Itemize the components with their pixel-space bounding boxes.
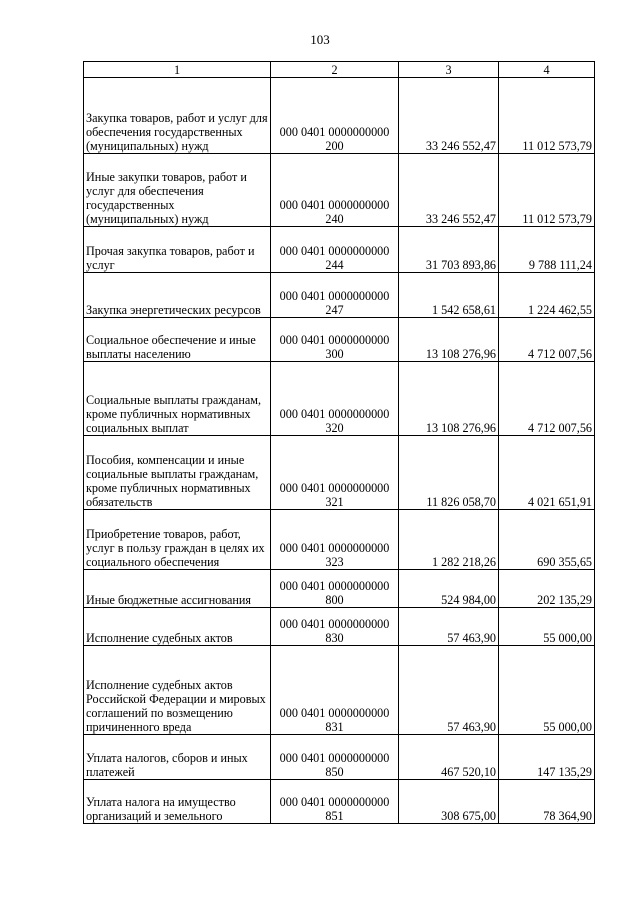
row-value-col3: 1 282 218,26 <box>399 510 499 570</box>
row-name: Прочая закупка товаров, работ и услуг <box>84 227 271 273</box>
column-header-3: 3 <box>399 62 499 78</box>
row-value-col4: 78 364,90 <box>499 780 595 824</box>
row-name: Уплата налогов, сборов и иных платежей <box>84 735 271 780</box>
table-row <box>84 436 595 510</box>
row-code: 000 0401 0000000000 244 <box>271 227 399 273</box>
row-name: Пособия, компенсации и иные социальные выплаты гражданам, кроме публичных нормативных обязательств <box>84 436 271 510</box>
row-value-col4: 55 000,00 <box>499 646 595 735</box>
row-name: Приобретение товаров, работ, услуг в пользу граждан в целях их социального обеспечения <box>84 510 271 570</box>
row-code: 000 0401 0000000000 851 <box>271 780 399 824</box>
row-value-col4: 4 712 007,56 <box>499 318 595 362</box>
row-value-col3: 524 984,00 <box>399 570 499 608</box>
row-value-col4: 55 000,00 <box>499 608 595 646</box>
table-row <box>84 570 595 608</box>
row-name: Социальные выплаты гражданам, кроме публичных нормативных социальных выплат <box>84 362 271 436</box>
row-value-col4: 11 012 573,79 <box>499 154 595 227</box>
row-name: Иные закупки товаров, работ и услуг для обеспечения государственных (муниципальных) нужд <box>84 154 271 227</box>
row-name: Иные бюджетные ассигнования <box>84 570 271 608</box>
row-value-col4: 147 135,29 <box>499 735 595 780</box>
row-code: 000 0401 0000000000 323 <box>271 510 399 570</box>
table-row <box>84 362 595 436</box>
row-value-col3: 57 463,90 <box>399 608 499 646</box>
row-name: Закупка энергетических ресурсов <box>84 273 271 318</box>
row-code: 000 0401 0000000000 320 <box>271 362 399 436</box>
header-row <box>84 62 595 78</box>
row-value-col4: 202 135,29 <box>499 570 595 608</box>
row-value-col4: 9 788 111,24 <box>499 227 595 273</box>
row-value-col3: 57 463,90 <box>399 646 499 735</box>
row-value-col4: 4 021 651,91 <box>499 436 595 510</box>
row-code: 000 0401 0000000000 850 <box>271 735 399 780</box>
row-value-col4: 1 224 462,55 <box>499 273 595 318</box>
row-value-col4: 690 355,65 <box>499 510 595 570</box>
row-value-col3: 1 542 658,61 <box>399 273 499 318</box>
column-header-2: 2 <box>271 62 399 78</box>
table-row <box>84 227 595 273</box>
row-code: 000 0401 0000000000 200 <box>271 78 399 154</box>
page-number: 103 <box>310 32 330 47</box>
table-row <box>84 273 595 318</box>
row-value-col3: 33 246 552,47 <box>399 154 499 227</box>
row-code: 000 0401 0000000000 800 <box>271 570 399 608</box>
column-header-4: 4 <box>499 62 595 78</box>
row-code: 000 0401 0000000000 300 <box>271 318 399 362</box>
table-row <box>84 608 595 646</box>
table-row <box>84 78 595 154</box>
row-name: Закупка товаров, работ и услуг для обеспечения государственных (муниципальных) нужд <box>84 78 271 154</box>
row-code: 000 0401 0000000000 321 <box>271 436 399 510</box>
row-code: 000 0401 0000000000 247 <box>271 273 399 318</box>
row-name: Исполнение судебных актов Российской Федерации и мировых соглашений по возмещению причиненного вреда <box>84 646 271 735</box>
column-header-1: 1 <box>84 62 271 78</box>
row-code: 000 0401 0000000000 240 <box>271 154 399 227</box>
row-value-col3: 467 520,10 <box>399 735 499 780</box>
table-row <box>84 646 595 735</box>
row-name: Уплата налога на имущество организаций и земельного <box>84 780 271 824</box>
row-code: 000 0401 0000000000 831 <box>271 646 399 735</box>
table-row <box>84 318 595 362</box>
table-row <box>84 154 595 227</box>
row-value-col4: 4 712 007,56 <box>499 362 595 436</box>
row-value-col3: 33 246 552,47 <box>399 78 499 154</box>
row-value-col3: 11 826 058,70 <box>399 436 499 510</box>
table-row <box>84 510 595 570</box>
table-row <box>84 735 595 780</box>
row-code: 000 0401 0000000000 830 <box>271 608 399 646</box>
row-value-col4: 11 012 573,79 <box>499 78 595 154</box>
row-name: Социальное обеспечение и иные выплаты населению <box>84 318 271 362</box>
row-value-col3: 13 108 276,96 <box>399 362 499 436</box>
table-row <box>84 780 595 824</box>
budget-table <box>83 61 595 824</box>
row-value-col3: 31 703 893,86 <box>399 227 499 273</box>
row-value-col3: 308 675,00 <box>399 780 499 824</box>
row-name: Исполнение судебных актов <box>84 608 271 646</box>
row-value-col3: 13 108 276,96 <box>399 318 499 362</box>
